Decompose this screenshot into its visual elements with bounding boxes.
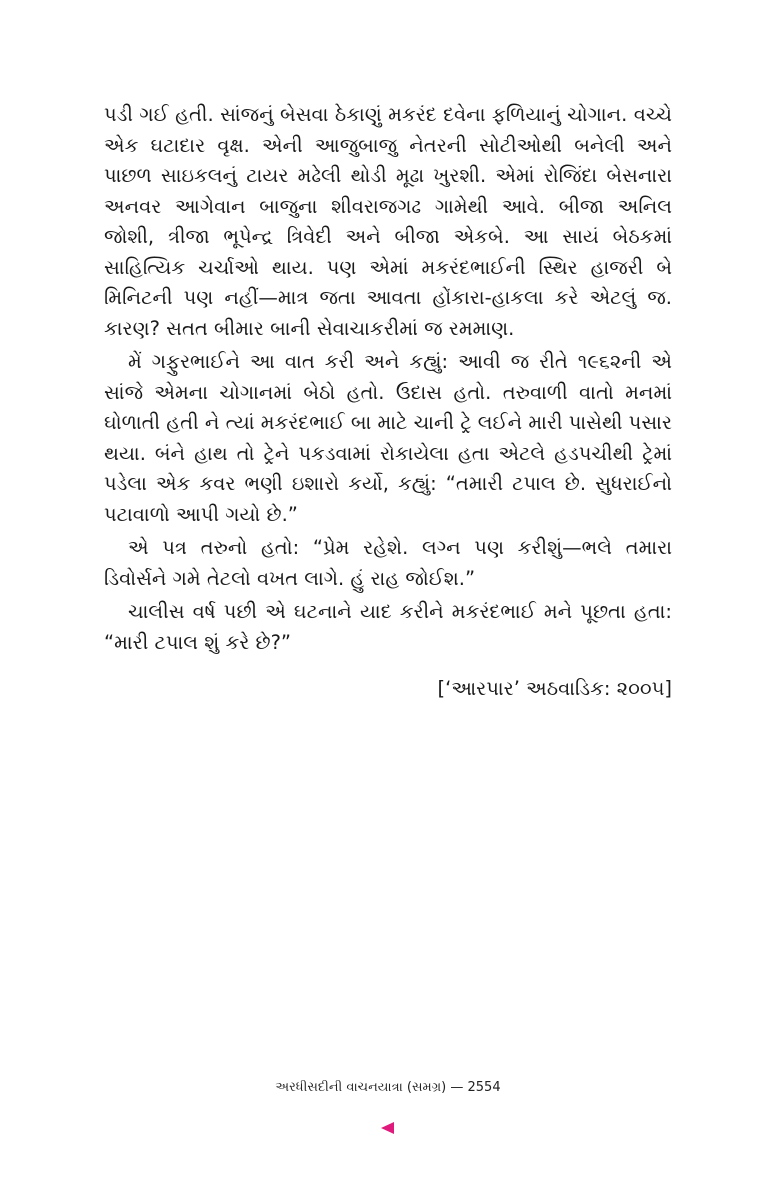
page-footer bbox=[0, 1080, 776, 1095]
page-body bbox=[104, 100, 672, 705]
source-citation: [‘આરપાર’ અઠવાડિક: ૨૦૦૫] bbox=[437, 677, 672, 700]
footer-separator: — bbox=[450, 1080, 464, 1095]
paragraph-4: ચાલીસ વર્ષ પછી એ ઘટનાને યાદ કરીને મકરંદભાઈ મને પૂછતા હતા: “મારી ટપાલ શું કરે છે?” bbox=[104, 600, 672, 654]
page-number: 2554 bbox=[467, 1080, 501, 1095]
previous-page-arrow-icon[interactable] bbox=[381, 1122, 394, 1134]
paragraph-2: મેં ગફુરભાઈને આ વાત કરી અને કહ્યું: આવી જ રીતે ૧૯૬૨ની એ સાંજે એમના ચોગાનમાં બેઠો હતો. ઉદાસ હતો. તરુવાળી વાતો મનમાં ઘોળાતી હતી ને ત્યાં મકરંદભાઈ બા માટે ચાની ટ્રે લઈને મારી પાસેથી પસાર થયા. બંને હાથ તો ટ્રેને પકડવામાં રોકાયેલા હતા એટલે હડપચીથી ટ્રેમાં પડેલા એક કવર ભણી ઇશારો કર્યો, કહ્યું: “તમારી ટપાલ છે. સુધરાઈનો પટાવાળો આપી ગયો છે.” bbox=[104, 350, 672, 526]
book-title: અરધીસદીની વાચનયાત્રા (સમગ્ર) bbox=[275, 1080, 447, 1095]
paragraph-3: એ પત્ર તરુનો હતો: “પ્રેમ રહેશે. લગ્ન પણ કરીશું—ભલે તમારા ડિવોર્સને ગમે તેટલો વખત લાગે. હું રાહ જોઈશ.” bbox=[104, 536, 672, 590]
paragraph-1: પડી ગઈ હતી. સાંજનું બેસવા ઠેકાણું મકરંદ દવેના ફળિયાનું ચોગાન. વચ્ચે એક ઘટાદાર વૃક્ષ. એની આજુબાજુ નેતરની સોટીઓથી બનેલી અને પાછળ સાઇકલનું ટાયર મઢેલી થોડી મૂઢા ખુરશી. એમાં રોજિંદા બેસનારા અનવર આગેવાન બાજુના શીવરાજગઢ ગામેથી આવે. બીજા અનિલ જોશી, ત્રીજા ભૂપેન્દ્ર ત્રિવેદી અને બીજા એકબે. આ સાયં બેઠકમાં સાહિત્યિક ચર્ચાઓ થાય. પણ એમાં મકરંદભાઈની સ્થિર હાજરી બે મિનિટની પણ નહીં—માત્ર જતા આવતા હોંકારા-હાકલા કરે એટલું જ. કારણ? સતત બીમાર બાની સેવાચાકરીમાં જ રમમાણ. bbox=[104, 103, 672, 340]
